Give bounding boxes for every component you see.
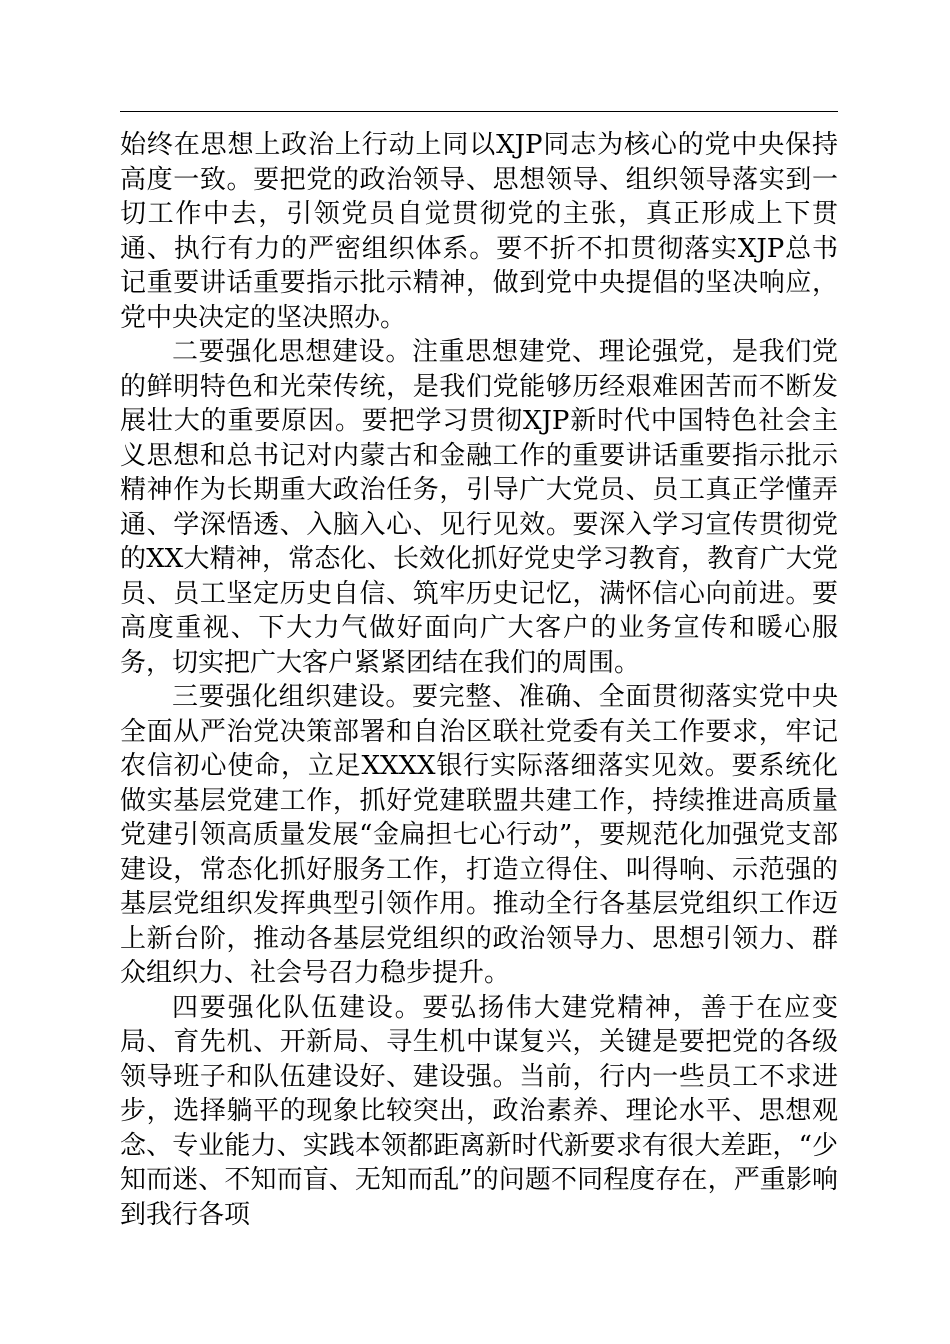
- document-body: [120, 128, 838, 1232]
- paragraph-ideological-building: 二要强化思想建设。注重思想建党、理论强党，是我们党的鲜明特色和光荣传统，是我们党能够历经艰难困苦而不断发展壮大的重要原因。要把学习贯彻XJP新时代中国特色社会主义思想和总书记对内蒙古和金融工作的重要讲话重要指示批示精神作为长期重大政治任务，引导广大党员、员工真正学懂弄通、学深悟透、入脑入心、见行见效。要深入学习宣传贯彻党的XX大精神，常态化、长效化抓好党史学习教育，教育广大党员、员工坚定历史自信、筑牢历史记忆，满怀信心向前进。要高度重视、下大力气做好面向广大客户的业务宣传和暖心服务，切实把广大客户紧紧团结在我们的周围。: [120, 337, 838, 678]
- header-rule: [120, 111, 838, 112]
- paragraph-continuation: 始终在思想上政治上行动上同以XJP同志为核心的党中央保持高度一致。要把党的政治领导、思想领导、组织领导落实到一切工作中去，引领党员自觉贯彻党的主张，真正形成上下贯通、执行有力的严密组织体系。要不折不扣贯彻落实XJP总书记重要讲话重要指示批示精神，做到党中央提倡的坚决响应，党中央决定的坚决照办。: [120, 130, 838, 333]
- paragraph-organizational-building: 三要强化组织建设。要完整、准确、全面贯彻落实党中央全面从严治党决策部署和自治区联社党委有关工作要求，牢记农信初心使命，立足XXXX银行实际落细落实见效。要系统化做实基层党建工作，抓好党建联盟共建工作，持续推进高质量党建引领高质量发展“金扁担七心行动”，要规范化加强党支部建设，常态化抓好服务工作，打造立得住、叫得响、示范强的基层党组织发挥典型引领作用。推动全行各基层党组织工作迈上新台阶，推动各基层党组织的政治领导力、思想引领力、群众组织力、社会号召力稳步提升。: [120, 682, 838, 988]
- paragraph-team-building: 四要强化队伍建设。要弘扬伟大建党精神，善于在应变局、育先机、开新局、寻生机中谋复兴，关键是要把党的各级领导班子和队伍建设好、建设强。当前，行内一些员工不求进步，选择躺平的现象比较突出，政治素养、理论水平、思想观念、专业能力、实践本领都距离新时代新要求有很大差距，“少知而迷、不知而盲、无知而乱”的问题不同程度存在，严重影响到我行各项: [120, 992, 838, 1230]
